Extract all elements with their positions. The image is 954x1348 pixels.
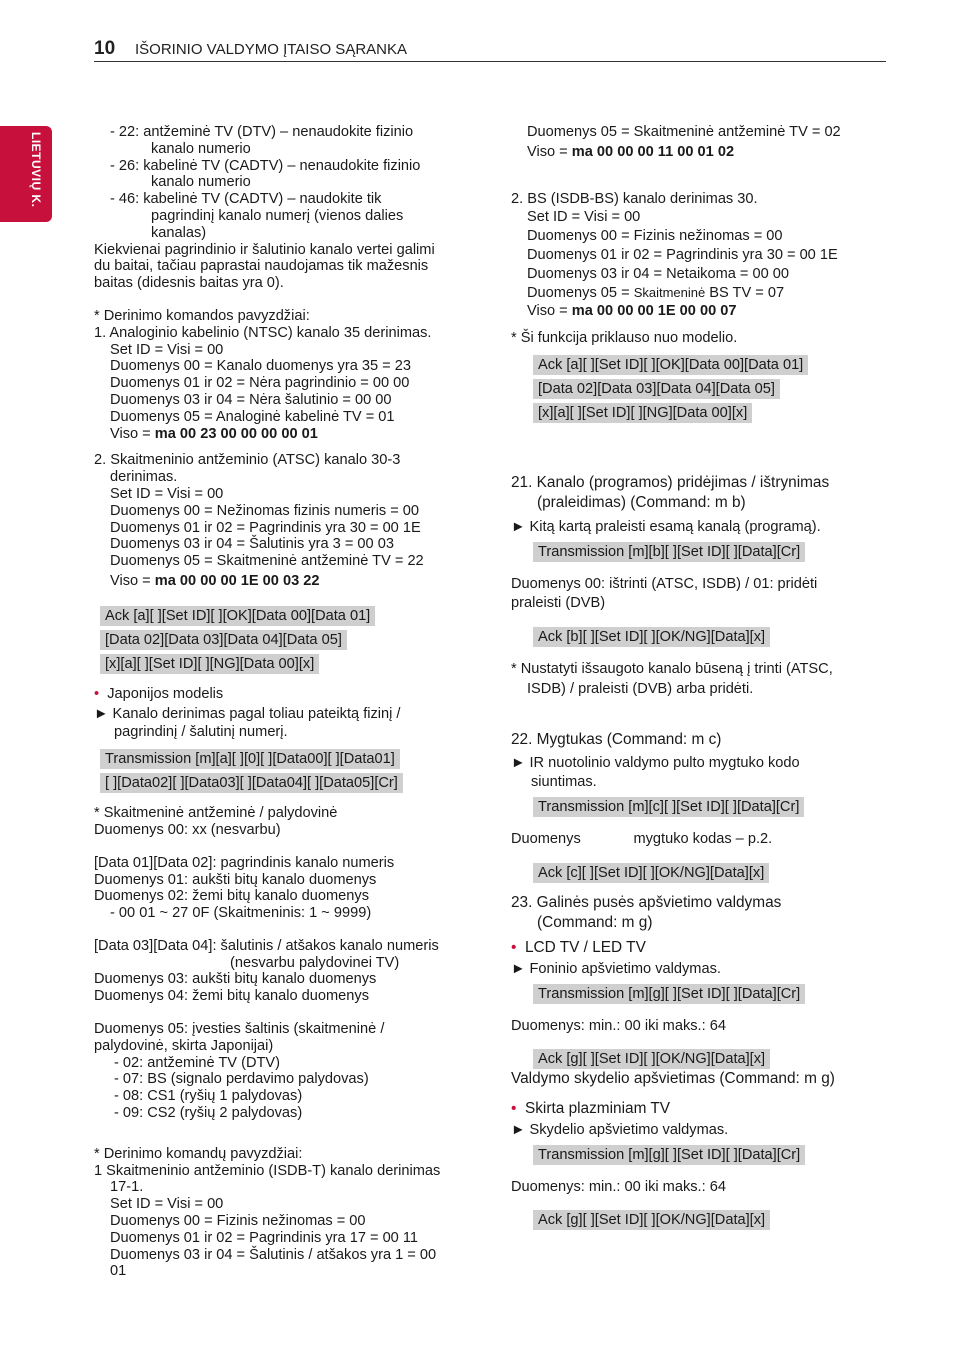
- page-title: IŠORINIO VALDYMO ĮTAISO SĄRANKA: [135, 41, 407, 58]
- total-value: ma 00 00 00 1E 00 03 22: [154, 572, 320, 589]
- code-box: Ack [g][ ][Set ID][ ][OK/NG][Data][x]: [533, 1210, 770, 1230]
- arrow-text: Kanalo derinimas pagal toliau pateiktą fizinį /: [112, 705, 401, 722]
- bullet-dot-icon: •: [94, 685, 100, 702]
- data-line: Duomenys mygtuko kodas – p.2.: [511, 830, 773, 847]
- bullet-dot-icon: •: [511, 1099, 517, 1117]
- arrow-item-cont: siuntimas.: [531, 773, 597, 790]
- arrow-item: ► Skydelio apšvietimo valdymas.: [511, 1121, 729, 1138]
- list-item: - 46: kabelinė TV (CADTV) – naudokite tik: [110, 191, 382, 208]
- note-line: * Nustatyti išsaugoto kanalo būseną į trinti (ATSC,: [511, 661, 833, 678]
- data-line: (nesvarbu palydovinei TV): [230, 954, 400, 971]
- list-item: - 22: antžeminė TV (DTV) – nenaudokite fizinio: [110, 124, 414, 140]
- code-box: Ack [b][ ][Set ID][ ][OK/NG][Data][x]: [533, 627, 770, 647]
- code-box: [ ][Data02][ ][Data03][ ][Data04][ ][Data05][Cr]: [100, 773, 403, 793]
- section-title: 23. Galinės pusės apšvietimo valdymas: [511, 894, 782, 912]
- example-line: Set ID = Visi = 00: [527, 209, 641, 226]
- data-line: Duomenys 03: aukšti bitų kanalo duomenys: [94, 971, 377, 988]
- example-line: Duomenys 01 ir 02 = Nėra pagrindinio = 00 00: [110, 375, 410, 392]
- arrow-item: ► Foninio apšvietimo valdymas.: [511, 961, 721, 978]
- example-line: Duomenys 01 ir 02 = Pagrindinis yra 17 = 00 11: [110, 1229, 419, 1246]
- page-number: 10: [94, 38, 116, 59]
- list-item: - 26: kabelinė TV (CADTV) – nenaudokite fizinio: [110, 157, 421, 174]
- right-column: [511, 124, 871, 1234]
- list-item: kanalo numerio: [151, 174, 251, 191]
- code-box: [x][a][ ][Set ID][ ][NG][Data 00][x]: [533, 403, 752, 423]
- section-title: (Command: m g): [537, 914, 653, 932]
- list-item: - 08: CS1 (ryšių 1 palydovas): [114, 1088, 303, 1105]
- code-box: Ack [c][ ][Set ID][ ][OK/NG][Data][x]: [533, 863, 769, 883]
- data-line: praleisti (DVB): [511, 594, 606, 611]
- data-line: Duomenys 04: žemi bitų kanalo duomenys: [94, 988, 369, 1005]
- line-part: Duomenys 05 =: [527, 284, 634, 301]
- total-value: ma 00 00 00 11 00 01 02: [571, 143, 735, 160]
- note-line: Duomenys 00: xx (nesvarbu): [94, 821, 281, 838]
- example-title: 1 Skaitmeninio antžeminio (ISDB-T) kanalo derinimas: [94, 1162, 441, 1179]
- code-box: [Data 02][Data 03][Data 04][Data 05]: [100, 630, 347, 650]
- examples-title: * Derinimo komandos pavyzdžiai:: [94, 307, 310, 324]
- language-tab-label: LIETUVIŲ K.: [29, 132, 43, 208]
- total-value: ma 00 23 00 00 00 00 01: [154, 425, 318, 442]
- example-total: [94, 426, 474, 443]
- code-box: Ack [a][ ][Set ID][ ][OK][Data 00][Data 01]: [100, 606, 375, 626]
- example-line: Set ID = Visi = 00: [110, 485, 224, 502]
- example-title: 1. Analoginio kabelinio (NTSC) kanalo 35 derinimas.: [94, 324, 432, 341]
- bullet-text: Skirta plazminiam TV: [524, 1099, 671, 1117]
- arrow-item: ► IR nuotolinio valdymo pulto mygtuko kodo: [511, 754, 800, 771]
- bullet-text: LCD TV / LED TV: [524, 939, 646, 957]
- bullet-item: [511, 938, 871, 958]
- data-line: Duomenys 05: įvesties šaltinis (skaitmeninė /: [94, 1021, 385, 1038]
- bullet-item: [94, 686, 474, 703]
- code-box: [Data 02][Data 03][Data 04][Data 05]: [533, 379, 780, 399]
- arrow-item-cont: pagrindinį / šalutinį numerį.: [114, 724, 288, 741]
- data-line: palydovinė, skirta Japonijai): [94, 1037, 274, 1054]
- example-line: Duomenys 03 ir 04 = Šalutinis yra 3 = 00 03: [110, 536, 394, 553]
- bullet-text: Japonijos modelis: [107, 685, 224, 702]
- example-line: Duomenys 00 = Fizinis nežinomas = 00: [110, 1213, 366, 1230]
- list-item: kanalo numerio: [151, 140, 251, 157]
- total-label: Viso =: [110, 572, 155, 589]
- note-line: * Ši funkcija priklauso nuo modelio.: [511, 330, 738, 347]
- example-title: 17-1.: [110, 1179, 144, 1196]
- example-line: Duomenys 00 = Kanalo duomenys yra 35 = 23: [110, 358, 411, 375]
- total-label: Viso =: [527, 143, 572, 160]
- arrow-item: ► Kitą kartą praleisti esamą kanalą (programą).: [511, 518, 821, 535]
- bullet-item: [511, 1099, 871, 1119]
- note-line: * Skaitmeninė antžeminė / palydovinė: [94, 805, 338, 822]
- list-item: - 07: BS (signalo perdavimo palydovas): [114, 1071, 369, 1088]
- example-title: derinimas.: [110, 469, 178, 486]
- total-value: ma 00 00 00 1E 00 00 07: [571, 303, 737, 320]
- example-line: Duomenys 01 ir 02 = Pagrindinis yra 30 = 00 1E: [110, 519, 421, 536]
- examples-title: * Derinimo komandų pavyzdžiai:: [94, 1145, 303, 1162]
- example-line: Duomenys 03 ir 04 = Nėra šalutinio = 00 00: [110, 391, 392, 408]
- code-box: Transmission [m][c][ ][Set ID][ ][Data][Cr]: [533, 797, 804, 817]
- example-line: Set ID = Visi = 00: [110, 341, 224, 358]
- list-item: pagrindinį kanalo numerį (vienos dalies: [151, 207, 404, 224]
- left-column: [94, 124, 474, 1280]
- code-box: Ack [a][ ][Set ID][ ][OK][Data 00][Data 01]: [533, 355, 808, 375]
- list-item: - 02: antžeminė TV (DTV): [114, 1054, 280, 1071]
- example-total: [511, 144, 871, 161]
- example-line: Duomenys 03 ir 04 = Šalutinis / atšakos yra 1 = 00: [110, 1246, 437, 1263]
- data-line: Duomenys: min.: 00 iki maks.: 64: [511, 1018, 726, 1035]
- paragraph-line: Kiekvienai pagrindinio ir šalutinio kanalo vertei galimi: [94, 241, 435, 258]
- language-tab: [0, 126, 52, 222]
- data-line: [Data 01][Data 02]: pagrindinis kanalo numeris: [94, 854, 395, 871]
- paragraph-line: du baitai, tačiau paprastai naudojamas tik mažesnis: [94, 258, 429, 275]
- code-box: Ack [g][ ][Set ID][ ][OK/NG][Data][x]: [533, 1049, 770, 1069]
- section-title: (praleidimas) (Command: m b): [537, 493, 746, 511]
- data-line: [Data 03][Data 04]: šalutinis / atšakos kanalo numeris: [94, 937, 439, 954]
- example-line: [511, 285, 871, 302]
- example-line: Duomenys 00 = Fizinis nežinomas = 00: [527, 228, 783, 245]
- section-title: 21. Kanalo (programos) pridėjimas / ištrynimas: [511, 473, 830, 491]
- example-line: 01: [110, 1263, 127, 1280]
- section-title: Valdymo skydelio apšvietimas (Command: m g): [511, 1069, 835, 1087]
- section-title: 22. Mygtukas (Command: m c): [511, 730, 722, 748]
- data-line: Duomenys 00: ištrinti (ATSC, ISDB) / 01: pridėti: [511, 575, 818, 592]
- example-line: Duomenys 05 = Skaitmeninė antžeminė TV = 02: [527, 124, 841, 140]
- data-line: Duomenys 02: žemi bitų kanalo duomenys: [94, 888, 369, 905]
- total-label: Viso =: [527, 303, 572, 320]
- example-line: Set ID = Visi = 00: [110, 1196, 224, 1213]
- example-line: Duomenys 03 ir 04 = Netaikoma = 00 00: [527, 265, 790, 282]
- page-header: [94, 38, 886, 62]
- example-line: Duomenys 05 = Skaitmeninė antžeminė TV = 22: [110, 553, 424, 570]
- example-line: Duomenys 01 ir 02 = Pagrindinis yra 30 = 00 1E: [527, 246, 838, 263]
- line-part: Skaitmeninė: [633, 284, 706, 300]
- paragraph-line: baitas (didesnis baitas yra 0).: [94, 275, 284, 292]
- list-item: - 09: CS2 (ryšių 2 palydovas): [114, 1105, 303, 1122]
- example-title: 2. Skaitmeninio antžeminio (ATSC) kanalo 30-3: [94, 452, 401, 469]
- data-line: - 00 01 ~ 27 0F (Skaitmeninis: 1 ~ 9999): [110, 905, 372, 922]
- data-line: Duomenys 01: aukšti bitų kanalo duomenys: [94, 871, 377, 888]
- code-box: Transmission [m][b][ ][Set ID][ ][Data][Cr]: [533, 542, 805, 562]
- list-item: kanalas): [151, 224, 207, 241]
- example-total: [511, 303, 871, 320]
- total-label: Viso =: [110, 425, 155, 442]
- code-box: [x][a][ ][Set ID][ ][NG][Data 00][x]: [100, 654, 319, 674]
- code-box: Transmission [m][g][ ][Set ID][ ][Data][Cr]: [533, 984, 805, 1004]
- bullet-dot-icon: •: [511, 939, 517, 957]
- example-line: Duomenys 00 = Nežinomas fizinis numeris = 00: [110, 502, 420, 519]
- arrow-item: ► Kanalo derinimas pagal toliau pateiktą fizinį /: [94, 705, 401, 722]
- example-title: 2. BS (ISDB-BS) kanalo derinimas 30.: [511, 190, 758, 207]
- note-line: ISDB) / praleisti (DVB) arba pridėti.: [527, 681, 754, 698]
- line-part: BS TV = 07: [705, 284, 785, 301]
- example-total: [94, 573, 474, 590]
- example-line: Duomenys 05 = Analoginė kabelinė TV = 01: [110, 408, 395, 425]
- code-box: Transmission [m][g][ ][Set ID][ ][Data][Cr]: [533, 1145, 805, 1165]
- data-line: Duomenys: min.: 00 iki maks.: 64: [511, 1178, 726, 1195]
- code-box: Transmission [m][a][ ][0][ ][Data00][ ][Data01]: [100, 749, 400, 769]
